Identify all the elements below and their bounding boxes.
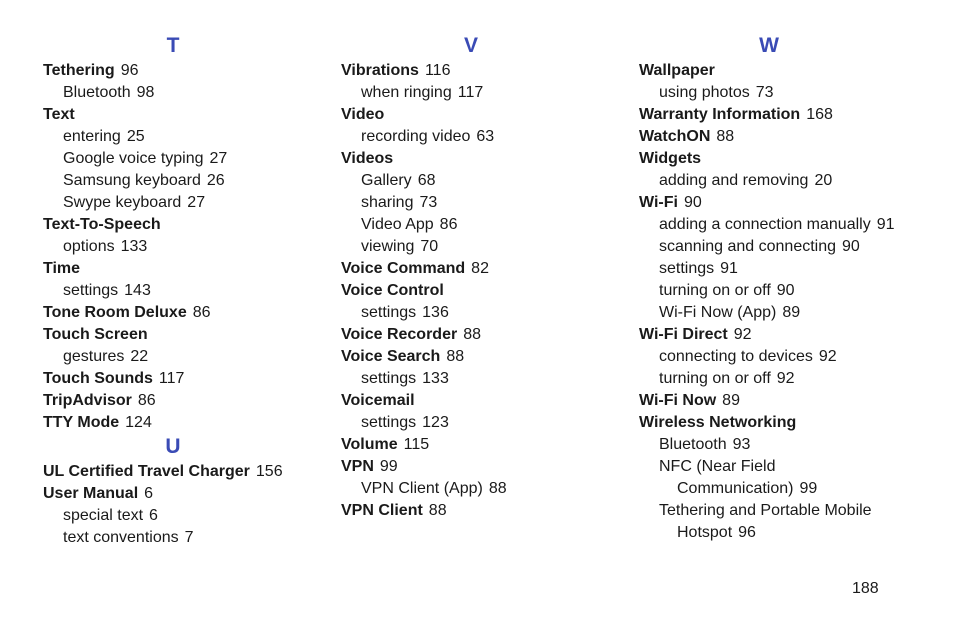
entry-term: text conventions <box>63 529 179 546</box>
entry-page-link[interactable]: 92 <box>733 326 752 343</box>
entry-page-link[interactable]: 117 <box>457 84 484 101</box>
entry-page-link[interactable]: 88 <box>716 128 735 145</box>
entry-page-link[interactable]: 90 <box>683 194 702 211</box>
entry-page-link[interactable]: 68 <box>417 172 436 189</box>
index-subentry <box>639 368 919 390</box>
entry-term: Hotspot <box>677 524 733 541</box>
entry-page-link[interactable]: 92 <box>776 370 795 387</box>
entry-term: Voicemail <box>341 392 415 409</box>
entry-page-link[interactable]: 89 <box>782 304 801 321</box>
index-entry <box>43 368 323 390</box>
entry-term: Voice Search <box>341 348 441 365</box>
entry-term: Tone Room Deluxe <box>43 304 187 321</box>
entry-page-link[interactable]: 20 <box>814 172 833 189</box>
entry-page-link[interactable]: 82 <box>471 260 489 277</box>
index-subentry <box>43 236 323 258</box>
index-subentry <box>341 82 621 104</box>
section-letter-w: W <box>759 34 779 57</box>
entry-term: TripAdvisor <box>43 392 132 409</box>
entry-term: Google voice typing <box>63 150 204 167</box>
entry-page-link[interactable]: 123 <box>422 414 449 431</box>
entry-term: Vibrations <box>341 62 419 79</box>
entry-page-link[interactable]: 88 <box>463 326 481 343</box>
entry-term: viewing <box>361 238 415 255</box>
entry-term: turning on or off <box>659 370 771 387</box>
index-subentry <box>43 505 323 527</box>
index-entry <box>43 302 323 324</box>
index-subentry <box>341 192 621 214</box>
entry-term: sharing <box>361 194 414 211</box>
index-entry <box>639 60 919 82</box>
entry-term: special text <box>63 507 144 524</box>
entry-term: settings <box>361 370 417 387</box>
entry-page-link[interactable]: 90 <box>776 282 795 299</box>
entry-page-link[interactable]: 86 <box>439 216 458 233</box>
entry-page-link[interactable]: 124 <box>125 414 152 431</box>
entry-page-link[interactable]: 96 <box>120 62 139 79</box>
entry-term: turning on or off <box>659 282 771 299</box>
entry-term: settings <box>361 304 417 321</box>
index-subentry <box>43 170 323 192</box>
index-subentry <box>639 456 919 478</box>
index-entry <box>639 412 919 434</box>
index-subentry <box>43 82 323 104</box>
section-letter-t: T <box>166 34 180 57</box>
entry-page-link[interactable]: 117 <box>158 370 185 387</box>
entry-term: Warranty Information <box>639 106 801 123</box>
index-subentry <box>43 527 323 549</box>
index-entry <box>43 60 323 82</box>
entry-term: settings <box>63 282 119 299</box>
index-entry <box>639 390 919 412</box>
index-subentry <box>639 236 919 258</box>
index-entry <box>639 192 919 214</box>
entry-term: Touch Screen <box>43 326 148 343</box>
entry-term: Text <box>43 106 75 123</box>
entry-page-link[interactable]: 6 <box>144 485 154 502</box>
index-subentry <box>639 280 919 302</box>
index-subentry <box>639 258 919 280</box>
index-entry <box>43 214 323 236</box>
entry-page-link[interactable]: 91 <box>720 260 738 277</box>
entry-page-link[interactable]: 25 <box>126 128 145 145</box>
entry-page-link[interactable]: 6 <box>149 507 158 524</box>
entry-term: TTY Mode <box>43 414 120 431</box>
entry-page-link[interactable]: 88 <box>428 502 447 519</box>
section-letter-u: U <box>165 435 181 458</box>
index-subentry <box>43 192 323 214</box>
index-entry <box>341 390 621 412</box>
entry-page-link[interactable]: 86 <box>192 304 211 321</box>
index-subentry <box>43 126 323 148</box>
index-subentry <box>639 500 919 522</box>
entry-term: entering <box>63 128 121 145</box>
index-entry <box>639 324 919 346</box>
index-subentry <box>341 214 621 236</box>
entry-term: Tethering <box>43 62 115 79</box>
index-subentry <box>639 522 919 544</box>
index-entry <box>341 60 621 82</box>
index-subentry <box>341 368 621 390</box>
entry-page-link[interactable]: 136 <box>422 304 449 321</box>
entry-page-link[interactable]: 96 <box>738 524 756 541</box>
entry-term: Wi-Fi Now <box>639 392 717 409</box>
entry-term: Voice Recorder <box>341 326 458 343</box>
entry-term: Wi-Fi <box>639 194 678 211</box>
entry-page-link[interactable]: 22 <box>130 348 149 365</box>
entry-page-link[interactable]: 73 <box>419 194 438 211</box>
entry-term: Wallpaper <box>639 62 715 79</box>
entry-term: Widgets <box>639 150 702 167</box>
entry-term: using photos <box>659 84 750 101</box>
index-column-3 <box>639 33 919 544</box>
entry-term: connecting to devices <box>659 348 813 365</box>
entry-page-link[interactable]: 91 <box>876 216 895 233</box>
page-number: 188 <box>852 580 879 597</box>
entry-page-link[interactable]: 7 <box>184 529 194 546</box>
entry-term: WatchON <box>639 128 711 145</box>
entry-page-link[interactable]: 99 <box>799 480 818 497</box>
entry-term: VPN <box>341 458 374 475</box>
entry-term: Videos <box>341 150 394 167</box>
index-subentry <box>341 170 621 192</box>
index-subentry <box>639 346 919 368</box>
section-letter-v: V <box>463 34 478 57</box>
entry-page-link[interactable]: 88 <box>488 480 507 497</box>
entry-page-link[interactable]: 156 <box>255 463 283 480</box>
index-subentry <box>341 302 621 324</box>
entry-page-link[interactable]: 92 <box>818 348 837 365</box>
entry-page-link[interactable]: 133 <box>422 370 449 387</box>
index-entry <box>43 461 323 483</box>
entry-page-link[interactable]: 115 <box>403 436 430 453</box>
index-entry <box>341 280 621 302</box>
index-subentry <box>43 346 323 368</box>
index-subentry <box>639 214 919 236</box>
entry-page-link[interactable]: 88 <box>446 348 465 365</box>
index-entry <box>639 126 919 148</box>
entry-page-link[interactable]: 99 <box>379 458 398 475</box>
index-entry <box>43 258 323 280</box>
entry-page-link[interactable]: 86 <box>137 392 156 409</box>
index-entry <box>341 500 621 522</box>
entry-page-link[interactable]: 26 <box>206 172 225 189</box>
index-entry <box>341 324 621 346</box>
entry-term: Samsung keyboard <box>63 172 201 189</box>
index-entry <box>639 148 919 170</box>
entry-page-link[interactable]: 90 <box>842 238 860 255</box>
entry-term: Video <box>341 106 385 123</box>
entry-page-link[interactable]: 27 <box>187 194 206 211</box>
entry-page-link[interactable]: 27 <box>209 150 228 167</box>
index-entry <box>341 148 621 170</box>
index-subentry <box>639 82 919 104</box>
entry-term: when ringing <box>361 84 452 101</box>
index-entry <box>341 104 621 126</box>
entry-term: VPN Client <box>341 502 423 519</box>
entry-term: settings <box>361 414 417 431</box>
entry-page-link[interactable]: 133 <box>120 238 148 255</box>
entry-term: Video App <box>361 216 434 233</box>
entry-term: gestures <box>63 348 125 365</box>
index-subentry <box>639 434 919 456</box>
index-subentry <box>639 170 919 192</box>
entry-term: Wi-Fi Now (App) <box>659 304 777 321</box>
index-entry <box>341 346 621 368</box>
entry-page-link[interactable]: 63 <box>476 128 495 145</box>
entry-term: Wireless Networking <box>639 414 797 431</box>
index-entry <box>43 390 323 412</box>
entry-term: Text-To-Speech <box>43 216 161 233</box>
index-subentry <box>43 148 323 170</box>
entry-term: Tethering and Portable Mobile <box>659 502 872 519</box>
index-subentry <box>341 236 621 258</box>
entry-term: adding and removing <box>659 172 809 189</box>
entry-page-link[interactable]: 73 <box>755 84 774 101</box>
entry-term: scanning and connecting <box>659 238 837 255</box>
index-subentry <box>639 302 919 324</box>
entry-term: recording video <box>361 128 471 145</box>
entry-term: Volume <box>341 436 398 453</box>
index-subentry <box>639 478 919 500</box>
index-entry <box>639 104 919 126</box>
index-entry <box>43 104 323 126</box>
entry-term: User Manual <box>43 485 139 502</box>
index-column-2 <box>341 33 621 522</box>
entry-term: VPN Client (App) <box>361 480 483 497</box>
entry-term: settings <box>659 260 715 277</box>
entry-page-link[interactable]: 98 <box>136 84 155 101</box>
entry-page-link[interactable]: 89 <box>722 392 740 409</box>
index-entry <box>43 412 323 434</box>
entry-term: Bluetooth <box>63 84 131 101</box>
index-subentry <box>341 412 621 434</box>
entry-term: Swype keyboard <box>63 194 182 211</box>
entry-page-link[interactable]: 168 <box>806 106 833 123</box>
entry-term: Voice Control <box>341 282 444 299</box>
entry-term: NFC (Near Field <box>659 458 776 475</box>
index-subentry <box>341 126 621 148</box>
index-entry <box>341 258 621 280</box>
entry-term: Gallery <box>361 172 412 189</box>
entry-page-link[interactable]: 143 <box>124 282 151 299</box>
index-entry <box>43 324 323 346</box>
index-entry <box>43 483 323 505</box>
index-subentry <box>341 478 621 500</box>
entry-term: options <box>63 238 115 255</box>
entry-term: Bluetooth <box>659 436 727 453</box>
index-entry <box>341 434 621 456</box>
entry-page-link[interactable]: 93 <box>732 436 751 453</box>
index-entry <box>341 456 621 478</box>
entry-term: Wi-Fi Direct <box>639 326 728 343</box>
index-subentry <box>43 280 323 302</box>
entry-term: adding a connection manually <box>659 216 871 233</box>
entry-page-link[interactable]: 116 <box>424 62 451 79</box>
entry-term: UL Certified Travel Charger <box>43 463 250 480</box>
entry-term: Communication) <box>677 480 794 497</box>
entry-term: Time <box>43 260 81 277</box>
index-column-1 <box>43 33 323 549</box>
entry-term: Touch Sounds <box>43 370 153 387</box>
entry-page-link[interactable]: 70 <box>420 238 439 255</box>
entry-term: Voice Command <box>341 260 466 277</box>
